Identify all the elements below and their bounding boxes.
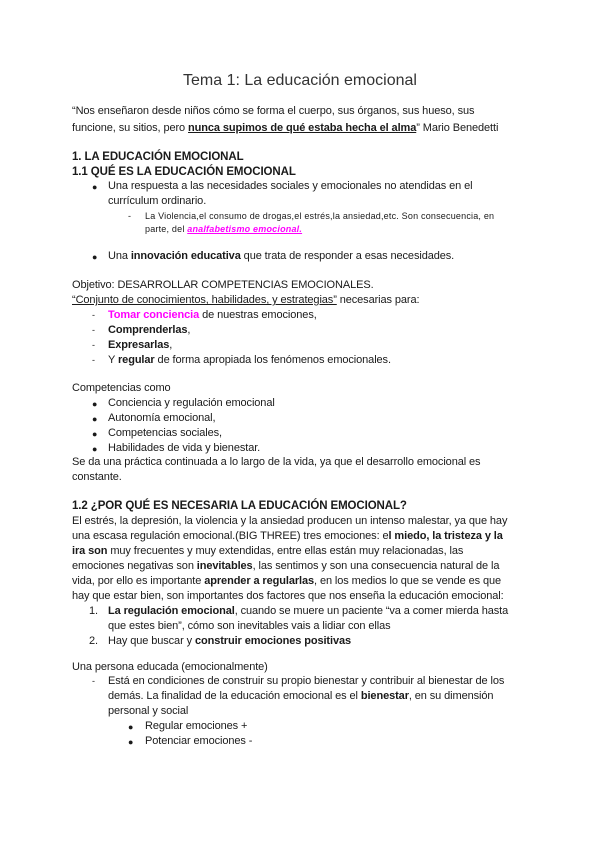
document-title: Tema 1: La educación emocional [183, 72, 417, 89]
text-line [108, 674, 504, 688]
text-line [108, 426, 222, 440]
text-segment: personal y social [108, 705, 189, 717]
text-segment: 1.1 QUÉ ES LA EDUCACIÓN EMOCIONAL [72, 166, 296, 178]
text-segment: , [169, 339, 173, 351]
bold-text: l miedo, la tristeza y la [388, 530, 503, 542]
text-segment: Y [108, 354, 118, 366]
text-line [72, 121, 498, 135]
text-segment: Se da una práctica continuada a lo largo de la vida, ya que el desarrollo emocional es [72, 456, 481, 468]
text-segment: ” Mario Benedetti [416, 122, 499, 134]
text-line [108, 619, 391, 633]
text-segment: vida, por ello es importante [72, 575, 205, 587]
text-segment: , en los medios lo que se vende es que [314, 575, 502, 587]
text-segment: Está en condiciones de construir su propio bienestar y contribuir al bienestar de los [108, 675, 505, 687]
text-line [72, 455, 480, 469]
text-line [108, 179, 473, 193]
bold-text: inevitables [196, 560, 253, 572]
text-line [72, 293, 419, 307]
text-segment: , [187, 324, 191, 336]
text-line [72, 104, 474, 118]
text-line [108, 194, 206, 208]
bold-text: bienestar [360, 690, 409, 702]
text-line [108, 689, 493, 703]
highlighted-text: analfabetismo emocional. [187, 224, 303, 234]
text-line [72, 529, 503, 543]
bold-text: ira son [72, 545, 108, 557]
text-line [72, 589, 504, 603]
text-segment: muy frecuentes y muy extendidas, entre ellas están muy relacionadas, las [107, 545, 464, 557]
text-segment: emociones negativas son [72, 560, 197, 572]
text-line [108, 634, 351, 648]
text-line [72, 574, 501, 588]
text-segment: Competencias sociales, [108, 427, 222, 439]
section-heading [72, 165, 296, 179]
section-heading [72, 150, 244, 164]
bold-text: aprender a regularlas [204, 575, 315, 587]
text-segment: constante. [72, 471, 122, 483]
text-line [108, 411, 215, 425]
bold-text: construir emociones positivas [194, 635, 352, 647]
dash-marker: - [128, 211, 132, 221]
text-line [145, 209, 494, 223]
text-segment: necesarias para: [336, 294, 420, 306]
text-line [108, 704, 188, 718]
text-line [108, 338, 172, 352]
text-line [145, 719, 247, 733]
bullet-icon: ● [92, 182, 98, 192]
text-segment: El estrés, la depresión, la violencia y la ansiedad producen un intenso malestar, ya que hay [72, 515, 508, 527]
text-line [108, 353, 391, 367]
text-line [72, 660, 268, 674]
text-segment: Conciencia y regulación emocional [108, 397, 275, 409]
text-segment: Hay que buscar y [108, 635, 195, 647]
text-segment: Objetivo: DESARROLLAR COMPETENCIAS EMOCIONALES. [72, 279, 374, 291]
bold-text: nunca supimos de qué estaba hecha el alma [188, 122, 417, 134]
text-segment: demás. La finalidad de la educación emocional es el [108, 690, 361, 702]
text-segment: parte, del [145, 224, 188, 234]
text-line [108, 604, 508, 618]
text-line [108, 323, 190, 337]
text-line [145, 222, 302, 236]
text-segment: 1. LA EDUCACIÓN EMOCIONAL [72, 151, 244, 163]
text-segment: Una [108, 250, 131, 262]
text-segment: Habilidades de vida y bienestar. [108, 442, 261, 454]
text-segment: de nuestras emociones, [199, 309, 317, 321]
dash-marker: - [92, 355, 95, 365]
bold-text: Comprenderlas [108, 324, 188, 336]
section-heading [72, 499, 407, 513]
highlighted-text: Tomar conciencia [108, 309, 200, 321]
text-segment: una escasa regulación emocional.(BIG THREE) tres emociones: e [72, 530, 389, 542]
bullet-icon: ● [92, 414, 98, 424]
bold-text: La regulación emocional [108, 605, 235, 617]
text-segment: Una respuesta a las necesidades sociales y emocionales no atendidas en el [108, 180, 473, 192]
text-line [108, 308, 317, 322]
text-segment: Potenciar emociones - [145, 735, 253, 747]
text-segment: La Violencia,el consumo de drogas,el estrés,la ansiedad,etc. Son consecuencia, en [145, 211, 495, 221]
text-segment: Autonomía emocional, [108, 412, 216, 424]
text-segment: , cuando se muere un paciente “va a comer mierda hasta [234, 605, 509, 617]
text-segment: que estes bien”, cómo son inevitables vais a lidiar con ellas [108, 620, 391, 632]
dash-marker: - [92, 676, 95, 686]
text-segment: de forma apropiada los fenómenos emocionales. [154, 354, 391, 366]
bullet-icon: ● [92, 399, 98, 409]
bullet-icon: ● [92, 429, 98, 439]
bullet-icon: ● [92, 444, 98, 454]
dash-marker: - [92, 310, 95, 320]
text-line [72, 381, 171, 395]
text-line [72, 278, 374, 292]
text-line [72, 514, 507, 528]
list-number: 1. [89, 605, 98, 617]
bullet-icon: ● [92, 252, 98, 262]
text-segment: Competencias como [72, 382, 171, 394]
text-line [145, 734, 252, 748]
text-segment: currículum ordinario. [108, 195, 207, 207]
text-segment: Regular emociones + [145, 720, 248, 732]
text-segment: funcione, su sitios, pero [72, 122, 189, 134]
bullet-icon: ● [128, 737, 134, 747]
text-segment: 1.2 ¿POR QUÉ ES NECESARIA LA EDUCACIÓN EMOCIONAL? [72, 500, 407, 512]
text-segment: que trata de responder a esas necesidades. [240, 250, 455, 262]
dash-marker: - [92, 340, 95, 350]
bold-text: innovación educativa [130, 250, 241, 262]
text-segment: , en su dimensión [408, 690, 494, 702]
list-number: 2. [89, 635, 98, 647]
text-segment: , las sentimos y son una consecuencia natural de la [252, 560, 500, 572]
text-line [72, 559, 499, 573]
text-line [108, 249, 454, 263]
text-segment: Una persona educada (emocionalmente) [72, 661, 268, 673]
bold-text: regular [118, 354, 155, 366]
dash-marker: - [92, 325, 95, 335]
text-segment: “Conjunto de conocimientos, habilidades, y estrategias” [72, 294, 337, 306]
text-line [108, 441, 260, 455]
text-line [72, 470, 122, 484]
text-line [108, 396, 275, 410]
bullet-icon: ● [128, 722, 134, 732]
text-segment: “Nos enseñaron desde niños cómo se forma el cuerpo, sus órganos, sus hueso, sus [72, 105, 475, 117]
text-segment: hay que estar bien, son importantes dos factores que nos enseña la educación emocional: [72, 590, 504, 602]
text-line [72, 544, 463, 558]
bold-text: Expresarlas [108, 339, 170, 351]
